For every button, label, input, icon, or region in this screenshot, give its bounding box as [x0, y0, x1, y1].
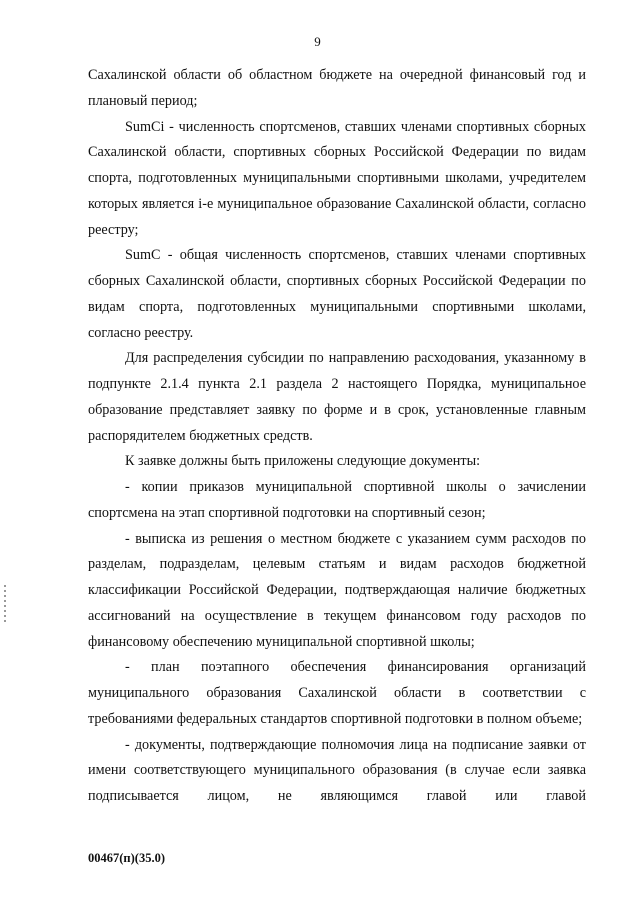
list-item-authority-documents: - документы, подтверждающие полномочия лица на подписание заявки от имени соответствующего муниципального образования (в случае если заявка подписывается лицом, не являющимся главой или главой: [88, 736, 586, 804]
list-item-financing-plan: - план поэтапного обеспечения финансирования организаций муниципального образования Сахалинской области в соответствии с требованиями федеральных стандартов спортивной подготовки в полном объеме;: [88, 659, 586, 727]
page-number: 9: [314, 34, 321, 49]
document-code: 00467(п)(35.0): [88, 851, 165, 865]
paragraph-sumci-definition: SumCi - численность спортсменов, ставших членами спортивных сборных Сахалинской области, спортивных сборных Российской Федерации по видам спорта, подготовленных муниципальными спортивными школами, учредителем которых является i-е муниципальное образование Сахалинской области, согласно реестру;: [88, 118, 586, 238]
paragraph-budget-continuation: Сахалинской области об областном бюджете на очередной финансовый год и плановый период;: [88, 67, 586, 109]
list-item-order-copies: - копии приказов муниципальной спортивной школы о зачислении спортсмена на этап спортивной подготовки на спортивный сезон;: [88, 479, 586, 521]
paragraph-sumc-definition: SumC - общая численность спортсменов, ставших членами спортивных сборных Сахалинской области, спортивных сборных Российской Федерации по видам спорта, подготовленных муниципальными спортивными школами, согласно реестру.: [88, 247, 586, 341]
paragraph-subsidy-distribution: Для распределения субсидии по направлению расходования, указанному в подпункте 2.1.4 пункта 2.1 раздела 2 настоящего Порядка, муниципальное образование представляет заявку по форме и в срок, установленные главным распорядителем бюджетных средств.: [88, 350, 586, 444]
list-item-budget-extract: - выписка из решения о местном бюджете с указанием сумм расходов по разделам, подразделам, целевым статьям и видам расходов бюджетной классификации Российской Федерации, подтверждающая наличие бюджетных ассигнований на осуществление в текущем финансовом году расходов по финансовому обеспечению муниципальной спортивной школы;: [88, 530, 586, 650]
paragraph-documents-intro: К заявке должны быть приложены следующие документы:: [125, 453, 481, 470]
scan-margin-mark: [4, 585, 6, 625]
document-body: [88, 63, 586, 810]
